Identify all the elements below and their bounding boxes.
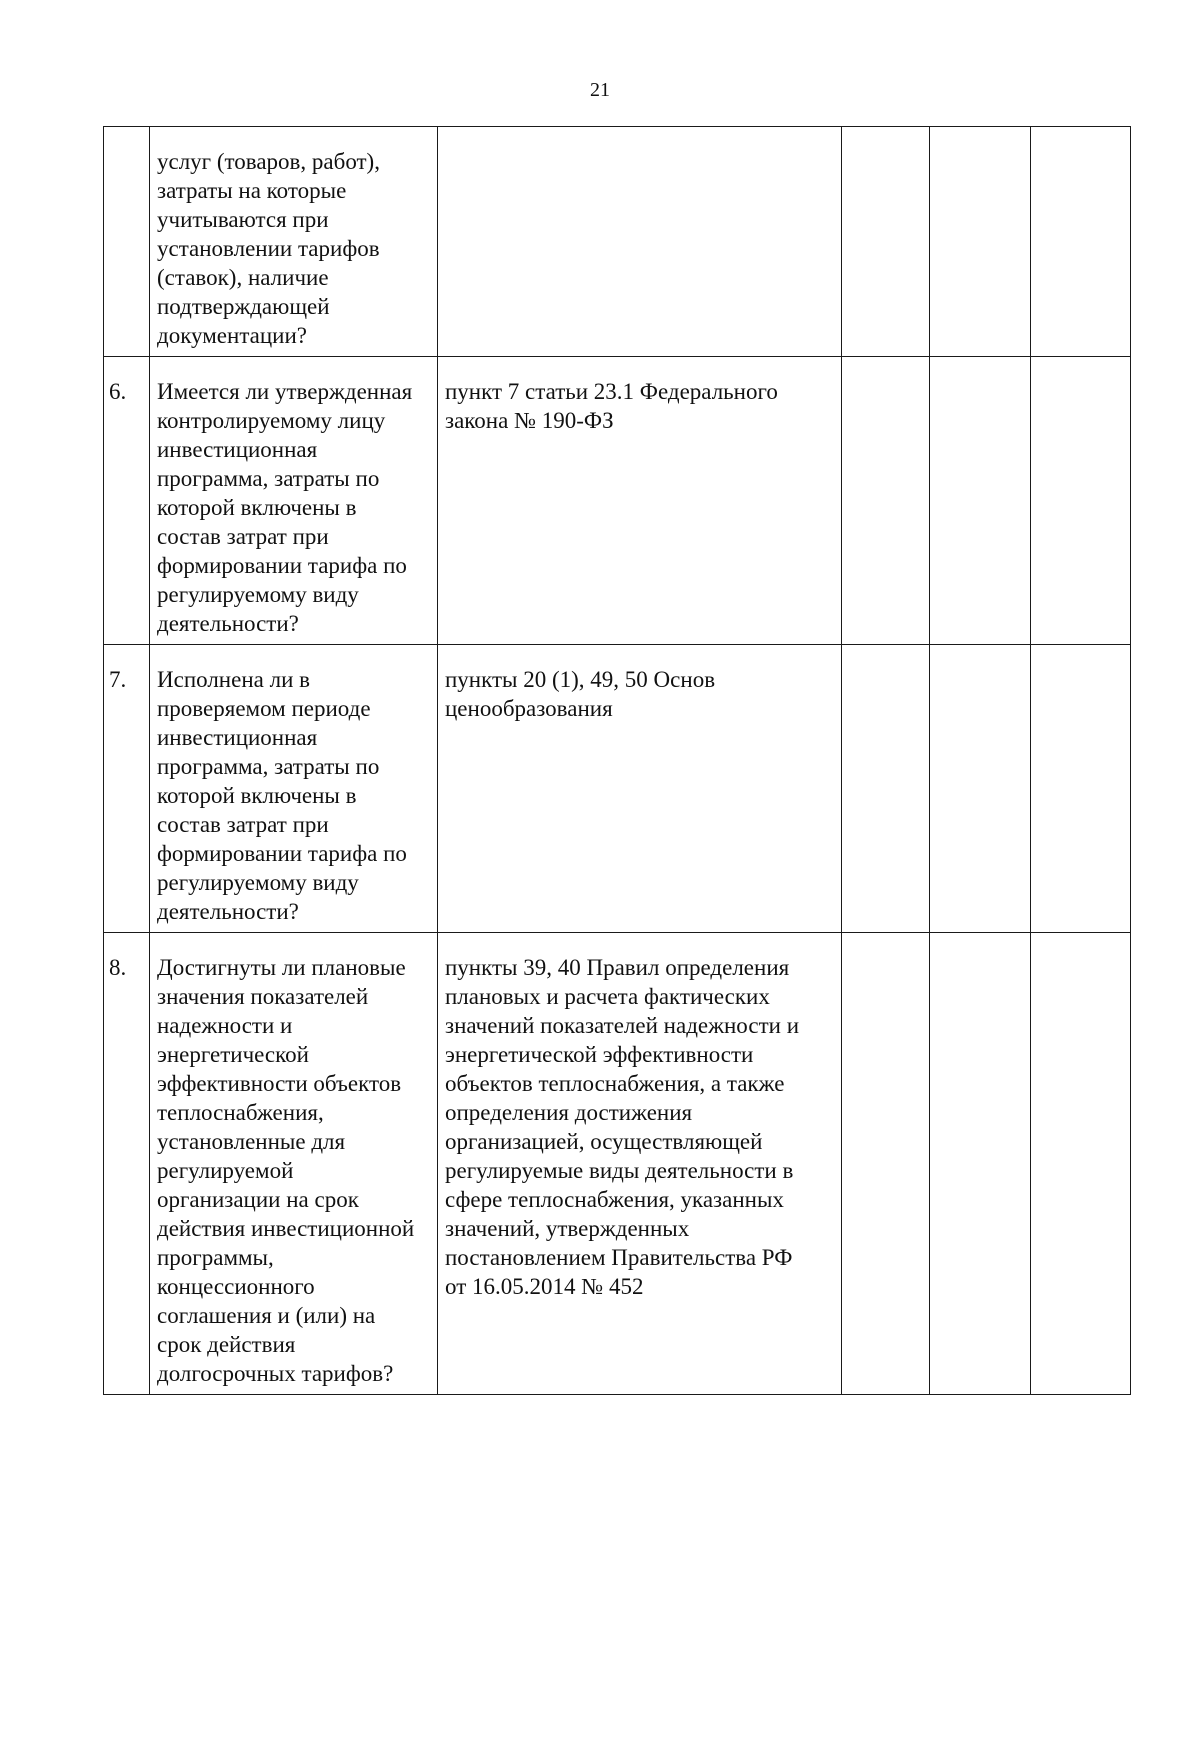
- answer-yes-cell: [842, 933, 930, 1395]
- answer-na-cell: [1031, 645, 1131, 933]
- page-number: 21: [590, 79, 610, 101]
- question-cell: услуг (товаров, работ), затраты на которые учитываются при установлении тарифов (ставок), наличие подтверждающей документации?: [150, 127, 438, 357]
- answer-no-cell: [930, 645, 1031, 933]
- table-row: [104, 645, 1131, 933]
- answer-yes-cell: [842, 645, 930, 933]
- question-cell: Имеется ли утвержденная контролируемому лицу инвестиционная программа, затраты по которой включены в состав затрат при формировании тарифа по регулируемому виду деятельности?: [150, 357, 438, 645]
- reference-cell: пункт 7 статьи 23.1 Федерального закона № 190-ФЗ: [438, 357, 842, 645]
- question-cell: Исполнена ли в проверяемом периоде инвестиционная программа, затраты по которой включены в состав затрат при формировании тарифа по регулируемому виду деятельности?: [150, 645, 438, 933]
- answer-yes-cell: [842, 127, 930, 357]
- row-number: 7.: [104, 645, 150, 933]
- question-cell: Достигнуты ли плановые значения показателей надежности и энергетической эффективности объектов теплоснабжения, установленные для регулируемой организации на срок действия инвестиционной программы, концессионного соглашения и (или) на срок действия долгосрочных тарифов?: [150, 933, 438, 1395]
- table-row: [104, 357, 1131, 645]
- reference-cell: пункты 39, 40 Правил определения плановых и расчета фактических значений показателей надежности и энергетической эффективности объектов теплоснабжения, а также определения достижения организацией, осуществляющей регулируемые виды деятельности в сфере теплоснабжения, указанных значений, утвержденных постановлением Правительства РФ от 16.05.2014 № 452: [438, 933, 842, 1395]
- row-number: 8.: [104, 933, 150, 1395]
- answer-na-cell: [1031, 357, 1131, 645]
- row-number: [104, 127, 150, 357]
- answer-na-cell: [1031, 127, 1131, 357]
- reference-cell: [438, 127, 842, 357]
- answer-no-cell: [930, 127, 1031, 357]
- answer-no-cell: [930, 357, 1031, 645]
- answer-yes-cell: [842, 357, 930, 645]
- answer-no-cell: [930, 933, 1031, 1395]
- row-number: 6.: [104, 357, 150, 645]
- table-row: [104, 933, 1131, 1395]
- checklist-table: [103, 126, 1131, 1395]
- answer-na-cell: [1031, 933, 1131, 1395]
- reference-cell: пункты 20 (1), 49, 50 Основ ценообразования: [438, 645, 842, 933]
- table-row: [104, 127, 1131, 357]
